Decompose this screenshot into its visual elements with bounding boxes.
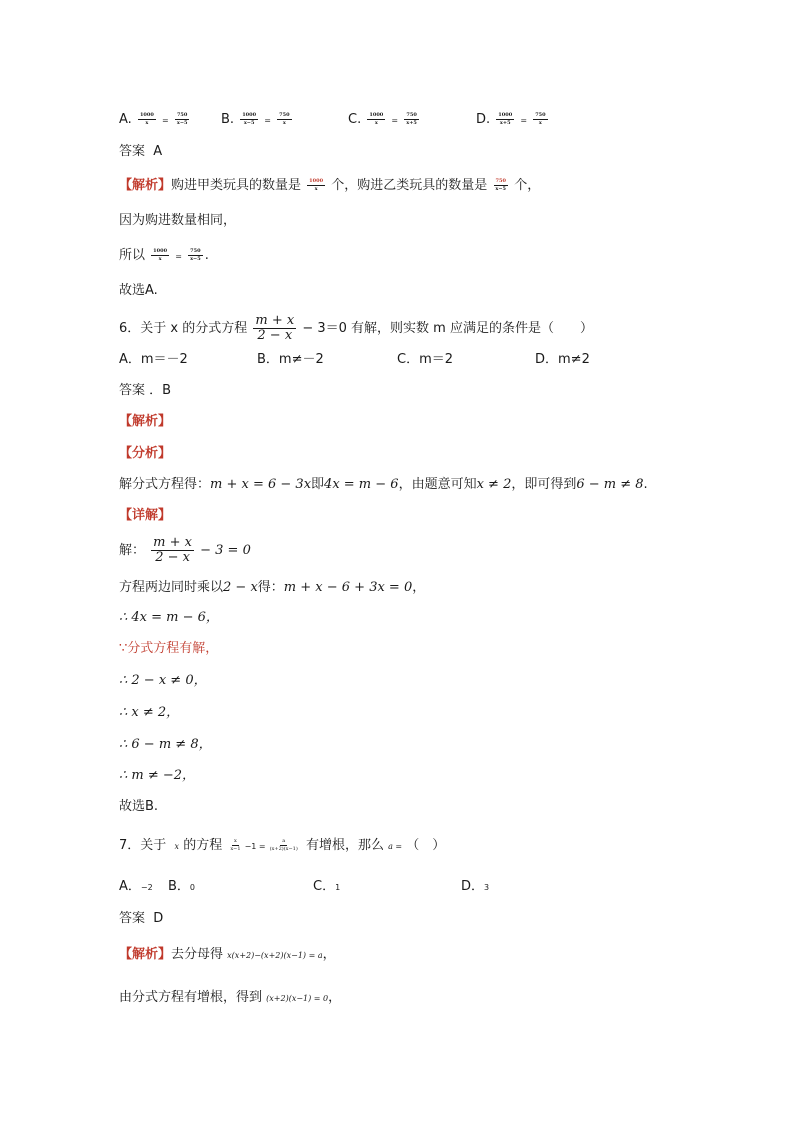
- fraction: $\frac{1000}{x}$: [369, 112, 384, 126]
- fraction: $\frac{1000}{x+5}$: [498, 112, 513, 126]
- q5-so: 所以 $\frac{1000}{x}$ = $\frac{750}{x-5}$ .: [119, 248, 209, 263]
- q5-option-c: C. $\frac{1000}{x}$ = $\frac{750}{x+5}$: [348, 112, 417, 127]
- q5-answer: 答案 A: [119, 144, 163, 159]
- fraction: $\frac{750}{x}$: [535, 112, 546, 126]
- q6-step3: ∵分式方程有解，: [119, 641, 219, 656]
- q6-choose: 故选B.: [119, 799, 159, 814]
- q6-analysis-tag: 【解析】: [119, 414, 172, 429]
- q6-step1: 方程两边同时乘以2 − x得：m + x − 6 + 3x = 0，: [119, 580, 426, 595]
- q5-choose: 故选A.: [119, 283, 158, 298]
- q7-option-a: A．−2: [119, 879, 153, 894]
- q6-stem: 6．关于 x 的分式方程 $\frac{m + x}{2 - x}$ − 3＝0 有解，则实数 m 应满足的条件是（ ）: [119, 313, 593, 343]
- q7-option-d: D．3: [461, 879, 490, 894]
- fraction: $\frac{1000}{x-5}$: [242, 112, 257, 126]
- q5-option-b: B. $\frac{1000}{x-5}$ = $\frac{750}{x}$: [221, 112, 290, 127]
- q7-stem: 7．关于 x 的方程 $\frac{x}{x-1}$ −1 = $\frac{a}{(x+2)(x-1)}$ 有增根，那么 a = （ ）: [119, 838, 446, 853]
- fraction: $\frac{750}{x-5}$: [190, 248, 201, 262]
- q6-fenxi: 解分式方程得：m + x = 6 − 3x即4x = m − 6，由题意可知x ≠ 2，即可得到6 − m ≠ 8.: [119, 477, 648, 492]
- q5-option-d: D. $\frac{1000}{x+5}$ = $\frac{750}{x}$: [476, 112, 546, 127]
- q6-fenxi-tag: 【分析】: [119, 446, 172, 461]
- q6-step2: ∴ 4x = m − 6，: [119, 610, 219, 625]
- fraction: $\frac{1000}{x}$: [153, 248, 168, 262]
- fraction: $\frac{m + x}{2 - x}$: [255, 313, 295, 343]
- fraction: $\frac{750}{x+5}$: [406, 112, 417, 126]
- fraction: $\frac{750}{x-5}$: [176, 112, 188, 126]
- fraction: $\frac{m + x}{2 - x}$: [153, 535, 192, 565]
- q6-detail-tag: 【详解】: [119, 508, 172, 523]
- q6-step4: ∴ 2 − x ≠ 0，: [119, 673, 207, 688]
- q6-step6: ∴ 6 − m ≠ 8，: [119, 737, 212, 752]
- fraction: $\frac{750}{x}$: [279, 112, 290, 126]
- fraction: $\frac{750}{x-5}$: [495, 178, 507, 192]
- q6-option-a: A．m＝－2: [119, 352, 188, 367]
- fraction: $\frac{1000}{x}$: [309, 178, 324, 192]
- fraction: $\frac{a}{(x+2)(x-1)}$: [269, 838, 298, 852]
- q5-reason: 因为购进数量相同，: [119, 213, 237, 228]
- fraction: $\frac{x}{x-1}$: [230, 838, 241, 852]
- q7-analysis: 【解析】去分母得 x(x+2)−(x+2)(x−1) = a，: [119, 947, 336, 962]
- q6-step5: ∴ x ≠ 2，: [119, 705, 180, 720]
- q7-last: 由分式方程有增根，得到 (x+2)(x−1) = 0，: [119, 990, 342, 1005]
- fraction: $\frac{1000}{x}$: [139, 112, 154, 126]
- q6-option-d: D．m≠2: [535, 352, 590, 367]
- q7-option-b: B．0: [168, 879, 196, 894]
- q6-option-b: B．m≠－2: [257, 352, 324, 367]
- q7-answer: 答案 D: [119, 911, 164, 926]
- q7-option-c: C．1: [313, 879, 341, 894]
- q6-answer: 答案 ．B: [119, 383, 172, 398]
- q6-step7: ∴ m ≠ −2，: [119, 768, 196, 783]
- q6-jie: 解： $\frac{m + x}{2 - x}$ − 3 = 0: [119, 535, 251, 565]
- q5-analysis: 【解析】购进甲类玩具的数量是 $\frac{1000}{x}$ 个，购进乙类玩具的数量是 $\frac{750}{x-5}$ 个，: [119, 178, 541, 193]
- q6-option-c: C．m＝2: [397, 352, 454, 367]
- q5-option-a: A. $\frac{1000}{x}$ = $\frac{750}{x-5}$: [119, 112, 188, 127]
